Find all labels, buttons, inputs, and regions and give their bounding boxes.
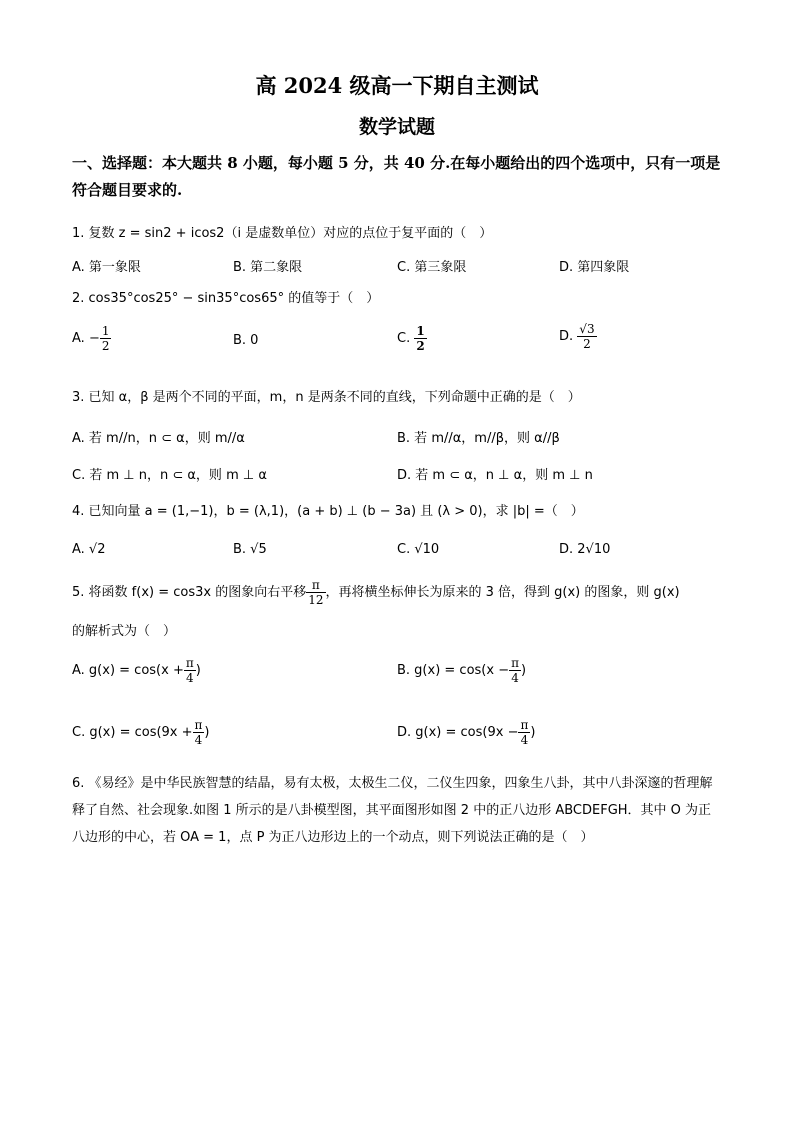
question-1-option-c: C. 第三象限: [397, 260, 467, 275]
question-2-option-d: [559, 322, 597, 351]
stem-text: 5. 将函数 f(x) = cos3x 的图象向右平移: [72, 585, 307, 600]
option-letter: C.: [397, 331, 411, 346]
fraction-denominator: 2: [101, 339, 110, 353]
question-3-option-a: A. 若 m//n，n ⊂ α，则 m//α: [72, 431, 245, 446]
question-1-option-b: B. 第二象限: [233, 260, 303, 275]
fraction-numerator: √3: [579, 322, 595, 336]
option-expression: C. g(x) = cos(9x +: [72, 725, 193, 740]
fraction-numerator: π: [520, 718, 529, 732]
question-1-stem: 1. 复数 z = sin2 + icos2（i 是虚数单位）对应的点位于复平面的（ ）: [72, 226, 493, 241]
question-5-stem-line2: 的解析式为（ ）: [72, 624, 177, 639]
fraction: [509, 656, 521, 685]
fraction-denominator: 4: [194, 733, 203, 747]
closing-paren: ): [195, 663, 201, 678]
question-4-option-b: B. √5: [233, 542, 267, 557]
fraction: [518, 718, 530, 747]
fraction: [414, 324, 426, 353]
question-1-option-a: A. 第一象限: [72, 260, 141, 275]
stem-text: ，再将横坐标伸长为原来的 3 倍，得到 g(x) 的图象，则 g(x): [325, 585, 680, 600]
question-2-option-b: B. 0: [233, 333, 259, 348]
fraction-numerator: π: [306, 578, 325, 593]
fraction-denominator: 4: [520, 733, 529, 747]
question-4-option-c: C. √10: [397, 542, 440, 557]
fraction: [184, 656, 196, 685]
option-expression: A. g(x) = cos(x +: [72, 663, 184, 678]
fraction: [306, 578, 325, 607]
question-5-option-a: [72, 656, 201, 685]
question-6-stem: 6. 《易经》是中华民族智慧的结晶，易有太极，太极生二仪，二仪生四象，四象生八卦，其中八卦深邃的哲理解释了自然、社会现象.如图 1 所示的是八卦模型图，其平面图形如图 2 中的正八边形 ABCDEFGH．其中 O 为正八边形的中心，若 OA = 1，点 P 为正八边形边上的一个动点，则下列说法正确的是（ ）: [72, 776, 713, 845]
fraction-denominator: 12: [308, 593, 324, 607]
fraction-numerator: π: [194, 718, 203, 732]
fraction-numerator: 1: [416, 324, 425, 338]
question-5-stem: [72, 578, 680, 607]
exam-subtitle: 数学试题: [358, 116, 435, 138]
closing-paren: ): [530, 725, 536, 740]
fraction-denominator: 2: [416, 339, 425, 353]
question-2-option-c: [397, 324, 427, 353]
fraction-denominator: 4: [185, 671, 194, 685]
question-3-stem: 3. 已知 α，β 是两个不同的平面，m，n 是两条不同的直线，下列命题中正确的是（ ）: [72, 390, 581, 405]
closing-paren: ): [204, 725, 210, 740]
question-5-option-b: [397, 656, 526, 685]
question-4-stem: 4. 已知向量 a = (1,−1)，b = (λ,1)，(a + b) ⊥ (b − 3a) 且 (λ > 0)，求 |b| =（ ）: [72, 504, 584, 519]
question-1-option-d: D. 第四象限: [559, 260, 630, 275]
exam-title: 高 2024 级高一下期自主测试: [255, 73, 539, 98]
option-expression: D. g(x) = cos(9x −: [397, 725, 519, 740]
section-heading: 一、选择题：本大题共 8 小题，每小题 5 分，共 40 分.在每小题给出的四个选项中，只有一项是符合题目要求的.: [72, 154, 721, 199]
question-4-option-a: A. √2: [72, 542, 106, 557]
closing-paren: ): [520, 663, 527, 678]
question-3-option-b: B. 若 m//α，m//β，则 α//β: [397, 431, 560, 446]
question-2-stem: 2. cos35°cos25° − sin35°cos65° 的值等于（ ）: [72, 291, 380, 306]
minus-sign: −: [88, 331, 100, 346]
question-3-option-d: D. 若 m ⊂ α，n ⊥ α，则 m ⊥ n: [397, 468, 593, 483]
option-letter: A.: [72, 331, 85, 346]
option-letter: D.: [559, 329, 574, 344]
question-2-option-a: [72, 324, 111, 353]
option-expression: B. g(x) = cos(x −: [397, 663, 510, 678]
fraction-numerator: π: [185, 656, 194, 670]
fraction-denominator: 4: [511, 671, 519, 685]
question-5-option-d: [397, 718, 535, 747]
question-4-option-d: D. 2√10: [559, 542, 611, 557]
fraction: [193, 718, 205, 747]
question-3-option-c: C. 若 m ⊥ n，n ⊂ α，则 m ⊥ α: [72, 468, 267, 483]
question-5-option-c: [72, 718, 210, 747]
fraction: [577, 322, 596, 351]
fraction-numerator: π: [511, 656, 519, 670]
fraction-denominator: 2: [583, 337, 591, 351]
fraction: [100, 324, 112, 353]
fraction-numerator: 1: [101, 324, 110, 338]
